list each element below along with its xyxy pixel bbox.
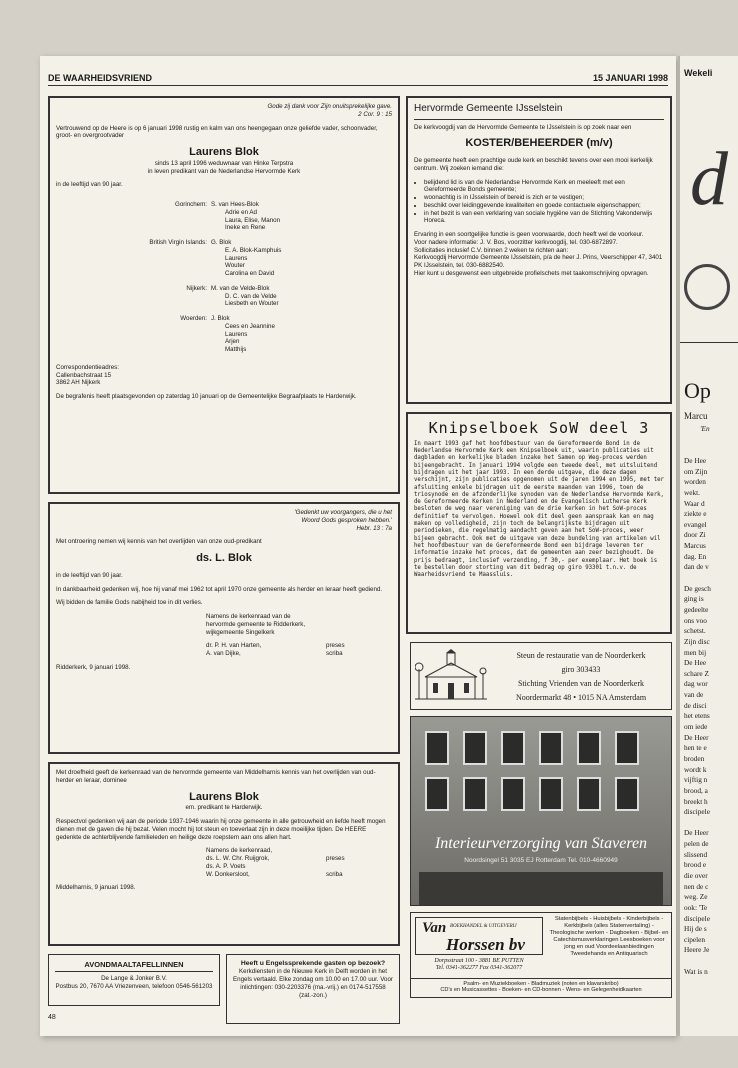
burial-notice: De begrafenis heeft plaatsgevonden op zaterdag 10 januari op de Gemeentelijke Begraafplaats te Harderwijk. (56, 393, 357, 400)
column-line: worden (684, 477, 706, 487)
column-line: ook: 'Te (684, 902, 708, 912)
family-member-row (56, 293, 392, 301)
ridderkerk-obituary: 'Gedenkt uw voorgangers, die u het Woord Gods gesproken hebben.' Hebr. 13 : 7a Met ontroering nemen wij kennis van het overlijden van onze oud-predikant ds. L. Blok in de leeftijd van 90 jaar. In dankbaarheid gedenken wij, hoe hij vanaf mei 1962 tot april 1970 onze gemeente als herder en leraar heeft gediend. Wij bidden de familie Gods nabijheid toe in dit verlies. Namens de kerkenraad van de hervormde gemeente te Ridderkerk, wijkgemeente Singelkerk dr. P. H. van Harten, preses A. van Dijke, scriba Ridderkerk, 9 januari 1998. (48, 502, 400, 754)
column-line: van de (684, 690, 704, 700)
obituary-motto: 'Gedenkt uw voorgangers, die u het Woord Gods gesproken hebben.' Hebr. 13 : 7a (294, 509, 392, 532)
family-member: Laura, Elise, Manon (225, 216, 281, 224)
column-line: Wat is n (684, 966, 708, 976)
vacancy-title: Hervormde Gemeente IJsselstein (414, 103, 563, 114)
signer-row: ds. A. P. Voets (206, 862, 246, 870)
family-member: M. van de Velde-Blok (211, 284, 270, 292)
column-line (684, 573, 738, 584)
family-member-row (56, 285, 392, 293)
family-place: British Virgin Islands: (149, 239, 207, 246)
family-place (56, 262, 211, 270)
family-member-row (56, 315, 392, 323)
column-line: Waar d (684, 498, 705, 508)
staveren-photo-ad (410, 716, 672, 906)
family-member-row (56, 224, 392, 232)
family-member-row (56, 323, 392, 331)
van-horssen-address: Dorpsstraat 100 - 3881 BE PUTTEN Tel. 0341-362277 Fax 0341-362077 (434, 958, 524, 972)
family-member: D. C. van de Velde (225, 292, 277, 300)
divider (680, 342, 738, 343)
family-place (56, 255, 211, 263)
column-line: De Hee (684, 658, 707, 668)
family-place (56, 224, 211, 232)
ad-title: Heeft u Engelssprekende gasten op bezoek? (240, 960, 386, 967)
family-member-row (56, 331, 392, 339)
column-line: de disci (684, 700, 707, 710)
adjacent-initial: d (690, 137, 728, 221)
product-list: Statenbijbels - Huisbijbels - Kinderbijbels - Kerkbijbels (alles Statenvertaling) - Theologische werken - Dagboeken - Bijbel- en Catechismusverklaringen Leesboeken voor jong en oud Voordeelaanbiedingen Tweedehands en Antiquarisch (549, 916, 669, 957)
column-line: ons voo (684, 615, 707, 625)
column-line: Hij de s (684, 924, 707, 934)
column-line: De Hee (684, 456, 707, 465)
page-number: 48 (48, 1014, 56, 1021)
column-line: Heere Je (684, 945, 710, 955)
family-member-row (56, 338, 392, 346)
newspaper-page (40, 56, 676, 1036)
column-line: dag wor (684, 679, 708, 689)
signer-row: ds. L. W. Chr. Ruijgrok, preses (206, 855, 345, 862)
family-place (56, 323, 211, 331)
column-line: ziekte e (684, 509, 707, 519)
column-line: men bij (684, 647, 707, 657)
correspondence-address: Correspondentieadres: Callenbachstraat 15 3862 AH Nijkerk (56, 363, 119, 387)
family-place: Woerden: (180, 315, 207, 322)
family-member-row (56, 217, 392, 225)
knipselboek-title: Knipselboek SoW deel 3 (428, 419, 650, 437)
church-illustration (415, 649, 487, 705)
publication-name: DE WAARHEIDSVRIEND (48, 73, 153, 83)
noorderkerk-ad (410, 642, 672, 710)
column-line: Zijn disc (684, 636, 710, 646)
adjacent-column (684, 456, 738, 977)
family-place (56, 331, 211, 339)
obituary-motto: Gode zij dank voor Zijn onuitsprekelijke gave. 2 Cor. 9 : 15 (267, 103, 392, 118)
column-line: Marcus (684, 541, 706, 551)
family-member: Adrie en Ad (225, 208, 257, 216)
tablelinen-ad: AVONDMAALTAFELLINNEN De Lange & Jonker B.V. Postbus 20, 7670 AA Vriezenveen, telefoon 0546-561203 (48, 954, 220, 1006)
signature-block: Namens de kerkenraad van de hervormde gemeente te Ridderkerk, wijkgemeente Singelkerk (206, 613, 306, 636)
column-line: pelen de (684, 839, 709, 849)
family-place (56, 300, 211, 308)
emblem-icon (684, 264, 730, 310)
family-place (56, 270, 211, 278)
column-line: De Heer (684, 828, 709, 838)
family-member-row (56, 270, 392, 278)
family-member: E. A. Blok-Kamphuis (225, 246, 282, 254)
family-place (56, 247, 211, 255)
column-line: discipele (684, 913, 710, 923)
knipselboek-ad: Knipselboek SoW deel 3 In maart 1993 gaf het hoofdbestuur van de Gereformeerde Bond in de Nederlandse Hervormde Kerk een Knipselboek uit, waarin publicaties uit dagbladen en kerkelijke bladen inzake het Samen op Weg-proces werden bijeengebracht. In januari 1994 volgde een tweede deel, met uitsluitend bijdragen uit het jaar 1993. In een derde uitgave, die deze dagen verschijnt, zijn publicaties opgenomen uit de jaren 1994 en 1995, met ter afsluiting enkele bijdragen uit de eerste maanden van 1996, toen de triosynode en de afzonderlijke synoden van de Nederlandse Hervormde Kerk, de Gereformeerde Kerken in Nederland en de Evangelisch Lutherse Kerk besloten de weg naar vereniging van de drie kerken in het SoW-proces definitief te vervolgen. Hoewel ook dit deel geen aanspraak kan en mag maken op volledigheid, zijn toch de belangrijkste bijdragen uit periodieken, die regelmatig aandacht geven aan het SoW-proces, weer bijeen gebracht. Ook met de uitgave van deze bundeling van artikelen wil het hoofdbestuur van de Gereformeerde Bond een bijdrage leveren ter informatie inzake het proces, dat de gemeenten aan zeer bezighoudt. De prijs bedraagt, inclusief verzending, f 30,- per exemplaar. Het boek is te bestellen door storting van dit bedrag op giro 93301 t.n.v. de Waarheidsvriend te Maassluis. (406, 412, 672, 634)
column-line: door Zi (684, 530, 706, 540)
family-member-row (56, 247, 392, 255)
deceased-name: Laurens Blok (189, 146, 259, 158)
shop-sign: Interieurverzorging van Staveren (434, 835, 648, 852)
family-member: G. Blok (211, 239, 232, 246)
obituary-intro: Vertrouwend op de Heere is op 6 januari 1998 rustig en kalm van ons heengegaan onze geliefde vader, schoonvader, groot- en overgrootvader (56, 124, 378, 140)
family-place: Gorinchem: (175, 201, 207, 208)
deceased-name: Laurens Blok (189, 790, 259, 803)
family-place (56, 217, 211, 225)
english-service-ad: Heeft u Engelssprekende gasten op bezoek? Kerkdiensten in de Nieuwe Kerk in Delft worden in het Engels vertaald. Elke zondag om 10.00 en 17.00 uur. Voor inlichtingen: 030-2203376 (ma.-vrij.) en 0174-517558 (zat.-zon.) (226, 954, 400, 1024)
column-line: het etens (684, 711, 710, 721)
family-member: Arjen (225, 338, 240, 346)
signer-row: A. van Dijke, scriba (206, 650, 343, 657)
place-date: Ridderkerk, 9 januari 1998. (56, 663, 131, 671)
ijsselstein-vacancy: Hervormde Gemeente IJsselstein De kerkvoogdij van de Hervormde Gemeente te IJsselstein is op zoek naar een KOSTER/BEHEERDER (m/v) De gemeente heeft een prachtige oude kerk en beschikt tevens over een mooi kerkelijk centrum. Wij zoeken iemand die: • belijdend lid is van de Nederlandse Hervormde Kerk en meeleeft met een Gereformeerde Bonds gemeente; • woonachtig is in IJsselstein of bereid is zich er te vestigen; • beschikt over leidinggevende kwaliteiten en goede contactuele eigenschappen; • in het bezit is van een verklaring van sociale hygiëne van de Stichting Vakonderwijs Horeca. Ervaring in een soortgelijke functie is geen voorwaarde, doch heeft wel de voorkeur. Voor nadere informatie: J. V. Bos, voorzitter kerkvoogdij, tel. 030-6872897. Sollicitaties inclusief C.V. binnen 2 weken te richten aan: Kerkvoogdij Hervormde Gemeente IJsselstein, p/a de heer J. Prins, Veerschipper 47, 3401 PK IJsselstein, tel. 030-6882540. Hier kunt u desgewenst een uitgebreide profielschets met taakomschrijving opvragen. (406, 96, 672, 404)
family-member-row (56, 201, 392, 209)
column-line: cipelen (684, 934, 706, 944)
job-title: KOSTER/BEHEERDER (m/v) (465, 137, 613, 150)
column-line: brood e (684, 860, 707, 870)
issue-date: 15 JANUARI 1998 (592, 73, 668, 83)
family-member-row (56, 239, 392, 247)
column-line (684, 956, 738, 967)
family-member-row (56, 346, 392, 354)
van-horssen-logo: Van BOEKHANDEL & UITGEVERIJ Horssen bv (415, 917, 543, 955)
shopfront (419, 872, 663, 906)
shop-address: Noordsingel 51 3035 EJ Rotterdam Tel. 010-4660949 (464, 857, 618, 864)
family-member-row (56, 209, 392, 217)
column-line: weg. Ze (684, 892, 708, 902)
van-horssen-footer: Psalm- en Muziekboeken - Bladmuziek (noten en klavarskribo) CD's en Musicassettes - Boeken- en CD-bonnen - Wens- en Gelegenheidkaarten (411, 978, 671, 993)
family-member: Laurens (225, 330, 248, 338)
family-member: Liesbeth en Wouter (225, 300, 279, 308)
column-line: schare Z (684, 668, 709, 678)
deceased-age: in de leeftijd van 90 jaar. (56, 181, 123, 189)
column-line: evangel (684, 519, 707, 529)
family-place (56, 209, 211, 217)
column-line: ging is (684, 594, 704, 604)
ad-title: AVONDMAALTAFELLINNEN (55, 960, 213, 972)
column-line: nen de c (684, 881, 709, 891)
signer-row: W. Donkersloot, scriba (206, 870, 343, 878)
family-obituary: Gode zij dank voor Zijn onuitsprekelijke gave. 2 Cor. 9 : 15 Vertrouwend op de Heere is op 6 januari 1998 rustig en kalm van ons heengegaan onze geliefde vader, schoonvader, groot- en overgrootvader Laurens Blok sinds 13 april 1996 weduwnaar van Hinke Terpstra in leven predikant van de Nederlandse Hervormde Kerk in de leeftijd van 90 jaar. Gorinchem: S. van Hees-Blok Adrie en Ad Laura, Elise, Manon Ineke en Rene British Virgin Islands: G. Blok E. A. Blok-Kamphuis Laurens Wouter Carolina en David Nijkerk: M. van de Velde-Blok D. C. van de Velde Liesbeth en Wouter Woerden: J. Blok Cees en Jeannine Laurens Arjen Matthijs Correspondentieadres: Callenbachstraat 15 3862 AH Nijkerk De begrafenis heeft plaatsgevonden op zaterdag 10 januari op de Gemeentelijke Begraafplaats te Harderwijk. (48, 96, 400, 494)
adjacent-header: Wekeli (684, 68, 713, 78)
family-list (56, 201, 392, 354)
family-member: Laurens (225, 254, 248, 262)
column-line: vijftig n (684, 775, 708, 785)
page-header (48, 72, 668, 86)
column-line: hen te e (684, 743, 707, 753)
adjacent-title: Op (684, 378, 711, 403)
column-line: De gesch (684, 583, 711, 593)
column-line: breekt h (684, 796, 708, 806)
deceased-name: ds. L. Blok (196, 552, 252, 564)
column-line: om Zijn (684, 466, 708, 476)
family-place (56, 346, 211, 354)
column-line: brood, a (684, 785, 708, 795)
requirements-list: • belijdend lid is van de Nederlandse Hervormde Kerk en meeleeft met een Gereformeerde Bonds gemeente; • woonachtig is in IJsselstein of bereid is zich er te vestigen; • beschikt over leidinggevende kwaliteiten en goede contactuele eigenschappen; • in het bezit is van een verklaring van sociale hygiëne van de Stichting Vakonderwijs Horeca. (424, 179, 664, 226)
family-member: J. Blok (211, 315, 230, 322)
family-place (56, 338, 211, 346)
van-horssen-ad (410, 912, 672, 998)
family-place (56, 293, 211, 301)
column-line: schetst. (684, 626, 706, 636)
column-line: die over (684, 870, 708, 880)
column-line: gedeelte (684, 604, 709, 614)
signer-row: dr. P. H. van Harten, preses (206, 642, 345, 650)
column-line (684, 818, 738, 829)
place-date: Middelharnis, 9 januari 1998. (56, 884, 136, 892)
column-line: discipele (684, 807, 710, 817)
family-place: Nijkerk: (186, 284, 207, 292)
column-line: wekt. (684, 487, 701, 497)
family-member: Carolina en David (225, 270, 275, 277)
column-line: dag. En (684, 551, 707, 561)
family-member-row (56, 262, 392, 270)
column-line: dan de v (684, 562, 709, 572)
column-line: slissend (684, 849, 708, 859)
family-member: S. van Hees-Blok (211, 201, 259, 208)
family-member-row (56, 255, 392, 263)
column-line: De Heer (684, 732, 709, 742)
family-member: Matthijs (225, 346, 247, 353)
column-line: om iede (684, 722, 708, 732)
family-member: Ineke en Rene (225, 224, 266, 232)
family-member-row (56, 300, 392, 308)
middelharnis-obituary: Met droefheid geeft de kerkenraad van de hervormde gemeente van Middelharnis kennis van het overlijden van oud-herder en leraar, dominee Laurens Blok em. predikant te Harderwijk. Respectvol gedenken wij aan de periode 1937-1946 waarin hij onze gemeente in alle getrouwheid en liefde heeft mogen dienen met de gaven die hij bezat. Velen mocht hij tot steun en toeverlaat zijn in deze moeilijke tijden. De HEERE gedenkte de achterblijvende familieleden en heilige deze roepstem aan ons allen hart. Namens de kerkenraad, ds. L. W. Chr. Ruijgrok, preses ds. A. P. Voets W. Donkersloot, scriba Middelharnis, 9 januari 1998. (48, 762, 400, 946)
family-member: Wouter (225, 262, 245, 270)
column-line: broden (684, 753, 705, 763)
family-member: Cees en Jeannine (225, 322, 275, 330)
column-line: wordt k (684, 764, 707, 774)
adjacent-page: Wekeli d Op Marcu 'En De Hee om Zijn worden wekt. Waar d ziekte e evangel door Zi Marcus dag. En dan de v De gesch ging is gedeelte ons voo schetst. Zijn disc men bij De Hee schare Z dag wor van de de disci het etens om iede De Heer hen te e broden wordt k vijftig n brood, a breekt h discipele De Heer pelen de slissend brood e die over nen de c weg. Ze ook: 'Te discipele Hij de s cipelen Heere Je Wat is n (678, 56, 738, 1036)
noorderkerk-text: Steun de restauratie van de Noorderkerk giro 303433 Stichting Vrienden van de Noorderkerk Noordermarkt 48 • 1015 NA Amsterdam (515, 651, 647, 702)
